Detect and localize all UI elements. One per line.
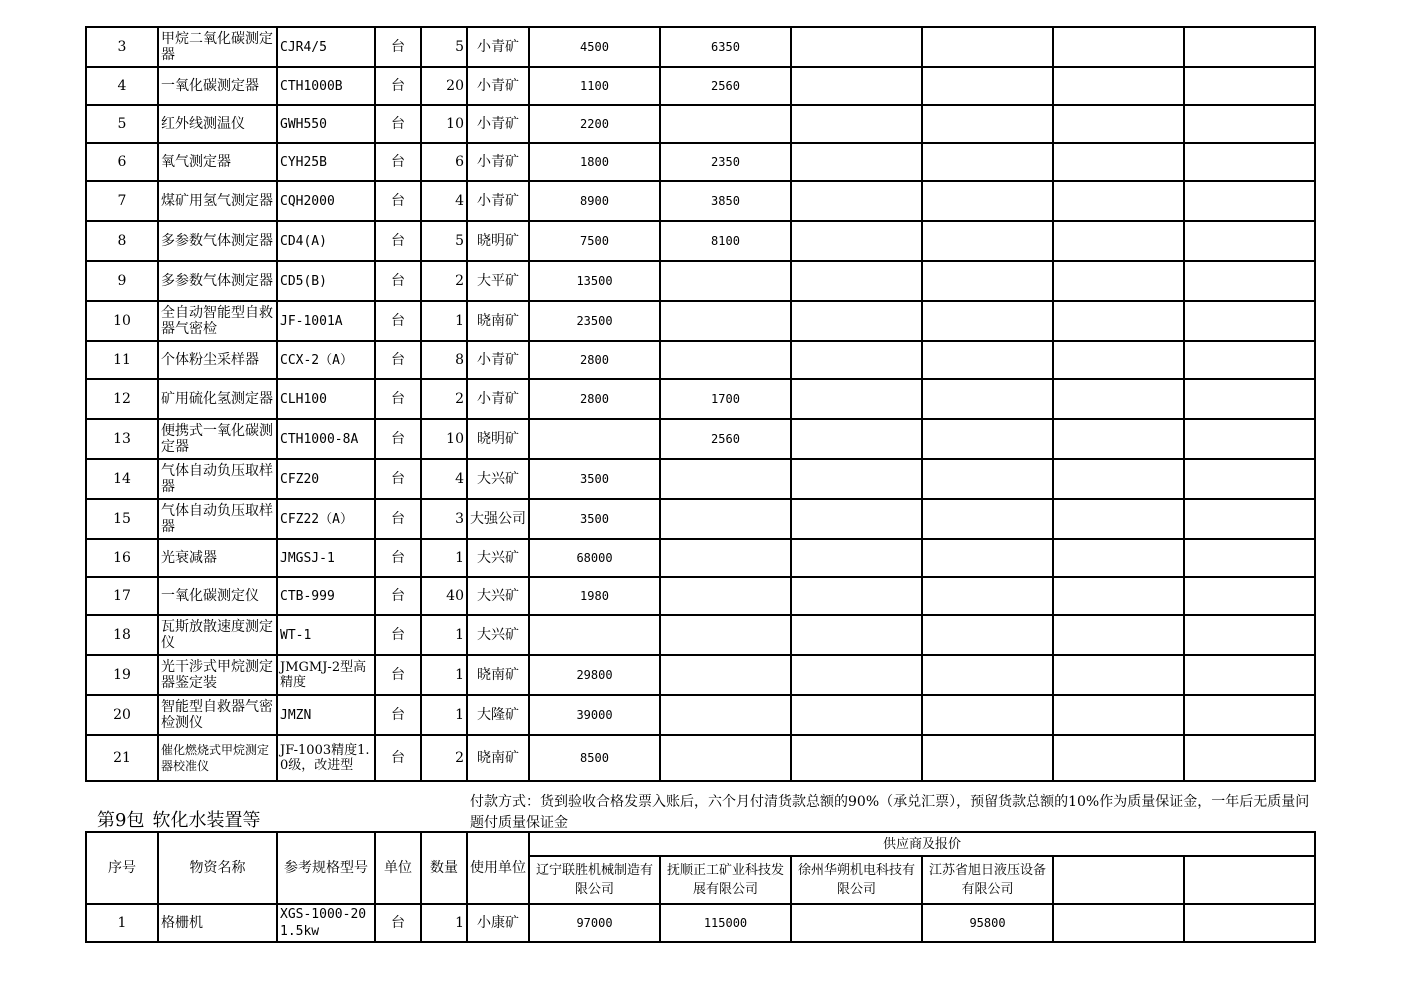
row-model: WT-1	[277, 615, 375, 655]
row-name: 催化燃烧式甲烷测定器校准仪	[158, 735, 277, 781]
row-no: 4	[86, 67, 158, 105]
row-price-empty	[922, 261, 1053, 301]
row-price-1: 3500	[529, 499, 660, 539]
row-model: JF-1003精度1.0级，改进型	[277, 735, 375, 781]
row-model: CLH100	[277, 379, 375, 419]
row-no: 18	[86, 615, 158, 655]
row-user: 大隆矿	[467, 695, 529, 735]
row-user: 大强公司	[467, 499, 529, 539]
row-price-1: 13500	[529, 261, 660, 301]
table-row	[86, 261, 1315, 301]
table-row	[86, 341, 1315, 379]
row-model: CFZ22（A）	[277, 499, 375, 539]
row-price-empty	[922, 27, 1053, 67]
row-user: 小青矿	[467, 379, 529, 419]
row-model: JMGSJ-1	[277, 539, 375, 577]
table-row	[86, 539, 1315, 577]
row-name: 一氧化碳测定器	[158, 67, 277, 105]
row-qty: 5	[421, 27, 467, 67]
row-price-empty	[922, 379, 1053, 419]
row-price-1: 29800	[529, 655, 660, 695]
row-price-empty	[1184, 27, 1315, 67]
row-price-empty	[922, 459, 1053, 499]
row-price-empty	[1053, 615, 1184, 655]
pkg-row-price: 115000	[660, 904, 791, 942]
pkg-row-model: XGS-1000-201.5kw	[277, 904, 375, 942]
row-no: 5	[86, 105, 158, 143]
table-row	[86, 499, 1315, 539]
row-price-2: 2560	[660, 67, 791, 105]
row-name: 瓦斯放散速度测定仪	[158, 615, 277, 655]
row-price-empty	[1053, 459, 1184, 499]
row-qty: 4	[421, 459, 467, 499]
row-price-2	[660, 695, 791, 735]
row-price-empty	[1184, 419, 1315, 459]
row-no: 13	[86, 419, 158, 459]
payment-terms: 付款方式：货到验收合格发票入账后，六个月付清货款总额的90%（承兑汇票），预留货款总额的10%作为质量保证金，一年后无质量问题付质量保证金	[470, 794, 1310, 831]
row-price-empty	[791, 735, 922, 781]
package-heading	[97, 806, 268, 832]
row-price-empty	[1053, 735, 1184, 781]
row-model: GWH550	[277, 105, 375, 143]
row-price-empty	[791, 499, 922, 539]
table-row	[86, 301, 1315, 341]
row-price-empty	[791, 459, 922, 499]
pkg-row-no: 1	[86, 904, 158, 942]
row-price-empty	[791, 379, 922, 419]
row-name: 智能型自救器气密检测仪	[158, 695, 277, 735]
supplier-name	[1184, 856, 1315, 904]
row-price-empty	[1053, 301, 1184, 341]
row-price-2	[660, 301, 791, 341]
row-name: 多参数气体测定器	[158, 221, 277, 261]
row-name: 光衰减器	[158, 539, 277, 577]
row-unit: 台	[375, 27, 421, 67]
row-price-1: 4500	[529, 27, 660, 67]
row-price-empty	[791, 261, 922, 301]
row-price-empty	[791, 695, 922, 735]
row-price-empty	[1184, 655, 1315, 695]
row-price-empty	[791, 539, 922, 577]
row-user: 小青矿	[467, 143, 529, 181]
row-price-empty	[922, 67, 1053, 105]
row-unit: 台	[375, 105, 421, 143]
row-unit: 台	[375, 539, 421, 577]
row-price-empty	[922, 735, 1053, 781]
row-price-2	[660, 459, 791, 499]
pkg-row-name: 格栅机	[158, 904, 277, 942]
pkg-row-price	[791, 904, 922, 942]
row-price-empty	[1053, 221, 1184, 261]
row-price-empty	[922, 655, 1053, 695]
row-price-empty	[922, 539, 1053, 577]
row-unit: 台	[375, 341, 421, 379]
row-price-2	[660, 539, 791, 577]
row-no: 16	[86, 539, 158, 577]
row-qty: 2	[421, 261, 467, 301]
row-price-empty	[791, 301, 922, 341]
row-name: 氧气测定器	[158, 143, 277, 181]
row-no: 15	[86, 499, 158, 539]
row-price-2: 8100	[660, 221, 791, 261]
row-price-1: 23500	[529, 301, 660, 341]
pkg-row-unit: 台	[375, 904, 421, 942]
row-price-empty	[1184, 301, 1315, 341]
row-user: 小青矿	[467, 27, 529, 67]
row-price-empty	[1184, 499, 1315, 539]
row-unit: 台	[375, 695, 421, 735]
row-price-empty	[1184, 695, 1315, 735]
supplier-name: 徐州华朔机电科技有限公司	[791, 856, 922, 904]
row-price-empty	[1184, 735, 1315, 781]
row-price-2	[660, 577, 791, 615]
row-qty: 1	[421, 615, 467, 655]
row-price-2	[660, 341, 791, 379]
row-price-empty	[922, 695, 1053, 735]
table-row	[86, 615, 1315, 655]
row-price-empty	[1184, 341, 1315, 379]
row-name: 多参数气体测定器	[158, 261, 277, 301]
row-price-empty	[1184, 615, 1315, 655]
header-user: 使用单位	[467, 832, 529, 904]
row-price-empty	[1053, 695, 1184, 735]
pkg-row-price: 95800	[922, 904, 1053, 942]
row-price-1: 68000	[529, 539, 660, 577]
table-row	[86, 379, 1315, 419]
row-price-empty	[1184, 105, 1315, 143]
row-price-empty	[791, 419, 922, 459]
row-price-empty	[1053, 379, 1184, 419]
row-price-1: 1100	[529, 67, 660, 105]
pkg-row-price	[1053, 904, 1184, 942]
row-price-empty	[922, 221, 1053, 261]
pkg-row-price	[1184, 904, 1315, 942]
pkg-row-user: 小康矿	[467, 904, 529, 942]
row-price-empty	[922, 143, 1053, 181]
row-price-empty	[1053, 539, 1184, 577]
row-name: 红外线测温仪	[158, 105, 277, 143]
row-unit: 台	[375, 221, 421, 261]
row-model: CYH25B	[277, 143, 375, 181]
table-row	[86, 27, 1315, 67]
table-row	[86, 735, 1315, 781]
row-qty: 6	[421, 143, 467, 181]
row-price-1: 1980	[529, 577, 660, 615]
row-no: 14	[86, 459, 158, 499]
header-unit: 单位	[375, 832, 421, 904]
row-unit: 台	[375, 301, 421, 341]
table-row	[86, 181, 1315, 221]
row-model: CCX-2（A）	[277, 341, 375, 379]
row-model: JMZN	[277, 695, 375, 735]
header-name: 物资名称	[158, 832, 277, 904]
row-qty: 2	[421, 735, 467, 781]
row-name: 矿用硫化氢测定器	[158, 379, 277, 419]
row-unit: 台	[375, 419, 421, 459]
table-row	[86, 105, 1315, 143]
row-price-1: 2800	[529, 379, 660, 419]
row-model: CTH1000-8A	[277, 419, 375, 459]
table-row	[86, 904, 1315, 942]
row-user: 小青矿	[467, 181, 529, 221]
row-price-empty	[1184, 577, 1315, 615]
row-qty: 2	[421, 379, 467, 419]
row-qty: 5	[421, 221, 467, 261]
row-name: 便携式一氧化碳测定器	[158, 419, 277, 459]
row-unit: 台	[375, 379, 421, 419]
row-price-empty	[791, 655, 922, 695]
row-name: 个体粉尘采样器	[158, 341, 277, 379]
row-price-empty	[1053, 341, 1184, 379]
row-price-empty	[791, 577, 922, 615]
row-qty: 1	[421, 539, 467, 577]
row-price-empty	[1053, 27, 1184, 67]
row-model: CTB-999	[277, 577, 375, 615]
row-price-empty	[1053, 655, 1184, 695]
table-row	[86, 695, 1315, 735]
row-price-empty	[922, 499, 1053, 539]
row-qty: 1	[421, 695, 467, 735]
row-qty: 10	[421, 419, 467, 459]
row-price-2	[660, 655, 791, 695]
row-price-empty	[1184, 261, 1315, 301]
row-price-empty	[791, 221, 922, 261]
row-user: 晓南矿	[467, 655, 529, 695]
row-model: CFZ20	[277, 459, 375, 499]
row-unit: 台	[375, 499, 421, 539]
row-price-2	[660, 499, 791, 539]
row-price-2: 3850	[660, 181, 791, 221]
row-unit: 台	[375, 735, 421, 781]
row-price-1: 8500	[529, 735, 660, 781]
row-price-empty	[1184, 379, 1315, 419]
row-price-empty	[791, 341, 922, 379]
row-price-empty	[1184, 67, 1315, 105]
row-price-2	[660, 615, 791, 655]
row-price-empty	[1184, 459, 1315, 499]
row-user: 小青矿	[467, 67, 529, 105]
row-qty: 10	[421, 105, 467, 143]
row-price-2: 6350	[660, 27, 791, 67]
row-price-2	[660, 735, 791, 781]
row-no: 11	[86, 341, 158, 379]
row-name: 气体自动负压取样器	[158, 459, 277, 499]
row-model: CTH1000B	[277, 67, 375, 105]
row-price-1: 7500	[529, 221, 660, 261]
row-qty: 4	[421, 181, 467, 221]
row-no: 12	[86, 379, 158, 419]
row-unit: 台	[375, 261, 421, 301]
row-user: 晓南矿	[467, 735, 529, 781]
row-price-empty	[1184, 221, 1315, 261]
row-user: 大兴矿	[467, 577, 529, 615]
table-row	[86, 221, 1315, 261]
row-price-empty	[1053, 499, 1184, 539]
row-name: 一氧化碳测定仪	[158, 577, 277, 615]
row-user: 大兴矿	[467, 539, 529, 577]
row-model: JF-1001A	[277, 301, 375, 341]
pkg-row-qty: 1	[421, 904, 467, 942]
row-price-2: 1700	[660, 379, 791, 419]
row-price-empty	[922, 615, 1053, 655]
row-no: 9	[86, 261, 158, 301]
row-price-empty	[1053, 181, 1184, 221]
row-no: 7	[86, 181, 158, 221]
row-price-1: 1800	[529, 143, 660, 181]
table-row	[86, 459, 1315, 499]
row-price-empty	[791, 67, 922, 105]
header-qty: 数量	[421, 832, 467, 904]
table-row	[86, 143, 1315, 181]
row-qty: 40	[421, 577, 467, 615]
row-price-empty	[1053, 105, 1184, 143]
row-no: 20	[86, 695, 158, 735]
table-row	[86, 67, 1315, 105]
row-price-empty	[1184, 539, 1315, 577]
row-unit: 台	[375, 459, 421, 499]
row-price-2	[660, 105, 791, 143]
row-price-1: 2200	[529, 105, 660, 143]
row-no: 3	[86, 27, 158, 67]
row-user: 小青矿	[467, 341, 529, 379]
row-qty: 8	[421, 341, 467, 379]
package-label: 第9包	[97, 810, 145, 831]
row-price-1: 8900	[529, 181, 660, 221]
row-no: 17	[86, 577, 158, 615]
package-table	[85, 831, 1316, 943]
row-user: 大兴矿	[467, 615, 529, 655]
row-price-empty	[1053, 577, 1184, 615]
row-price-empty	[791, 615, 922, 655]
row-price-empty	[791, 143, 922, 181]
supplier-name	[1053, 856, 1184, 904]
row-model: CD5(B)	[277, 261, 375, 301]
row-price-empty	[922, 419, 1053, 459]
row-unit: 台	[375, 655, 421, 695]
row-model: CD4(A)	[277, 221, 375, 261]
row-name: 全自动智能型自救器气密检	[158, 301, 277, 341]
row-price-empty	[922, 577, 1053, 615]
row-unit: 台	[375, 577, 421, 615]
row-price-2: 2560	[660, 419, 791, 459]
row-price-empty	[1053, 261, 1184, 301]
row-price-empty	[791, 181, 922, 221]
row-price-empty	[1053, 419, 1184, 459]
header-no: 序号	[86, 832, 158, 904]
row-unit: 台	[375, 67, 421, 105]
row-price-1	[529, 615, 660, 655]
table-row	[86, 419, 1315, 459]
row-name: 气体自动负压取样器	[158, 499, 277, 539]
row-price-empty	[922, 105, 1053, 143]
row-no: 19	[86, 655, 158, 695]
package-title: 软化水装置等	[152, 810, 261, 831]
row-model: JMGMJ-2型高精度	[277, 655, 375, 695]
row-no: 8	[86, 221, 158, 261]
row-name: 光干涉式甲烷测定器鉴定装	[158, 655, 277, 695]
row-price-empty	[1053, 67, 1184, 105]
supplier-name: 江苏省旭日液压设备有限公司	[922, 856, 1053, 904]
row-qty: 1	[421, 655, 467, 695]
header-model: 参考规格型号	[277, 832, 375, 904]
row-user: 晓明矿	[467, 419, 529, 459]
row-price-empty	[791, 105, 922, 143]
row-user: 晓明矿	[467, 221, 529, 261]
pkg-row-price: 97000	[529, 904, 660, 942]
row-price-2	[660, 261, 791, 301]
row-price-empty	[1184, 181, 1315, 221]
row-no: 6	[86, 143, 158, 181]
row-qty: 3	[421, 499, 467, 539]
row-unit: 台	[375, 181, 421, 221]
row-user: 大平矿	[467, 261, 529, 301]
row-no: 10	[86, 301, 158, 341]
row-price-1: 3500	[529, 459, 660, 499]
supplier-name: 辽宁联胜机械制造有限公司	[529, 856, 660, 904]
table-row	[86, 577, 1315, 615]
table-row	[86, 655, 1315, 695]
row-price-1: 39000	[529, 695, 660, 735]
row-name: 甲烷二氧化碳测定器	[158, 27, 277, 67]
supplier-name: 抚顺正工矿业科技发展有限公司	[660, 856, 791, 904]
header-suppliers: 供应商及报价	[529, 832, 1315, 856]
row-price-empty	[922, 301, 1053, 341]
equipment-table	[85, 26, 1316, 782]
row-qty: 20	[421, 67, 467, 105]
row-price-empty	[1053, 143, 1184, 181]
row-model: CQH2000	[277, 181, 375, 221]
row-price-1	[529, 419, 660, 459]
row-model: CJR4/5	[277, 27, 375, 67]
row-qty: 1	[421, 301, 467, 341]
row-name: 煤矿用氢气测定器	[158, 181, 277, 221]
row-no: 21	[86, 735, 158, 781]
row-price-empty	[791, 27, 922, 67]
row-user: 小青矿	[467, 105, 529, 143]
row-unit: 台	[375, 143, 421, 181]
row-price-empty	[922, 341, 1053, 379]
row-price-2: 2350	[660, 143, 791, 181]
row-user: 大兴矿	[467, 459, 529, 499]
row-price-empty	[1184, 143, 1315, 181]
row-unit: 台	[375, 615, 421, 655]
row-price-empty	[922, 181, 1053, 221]
row-user: 晓南矿	[467, 301, 529, 341]
row-price-1: 2800	[529, 341, 660, 379]
